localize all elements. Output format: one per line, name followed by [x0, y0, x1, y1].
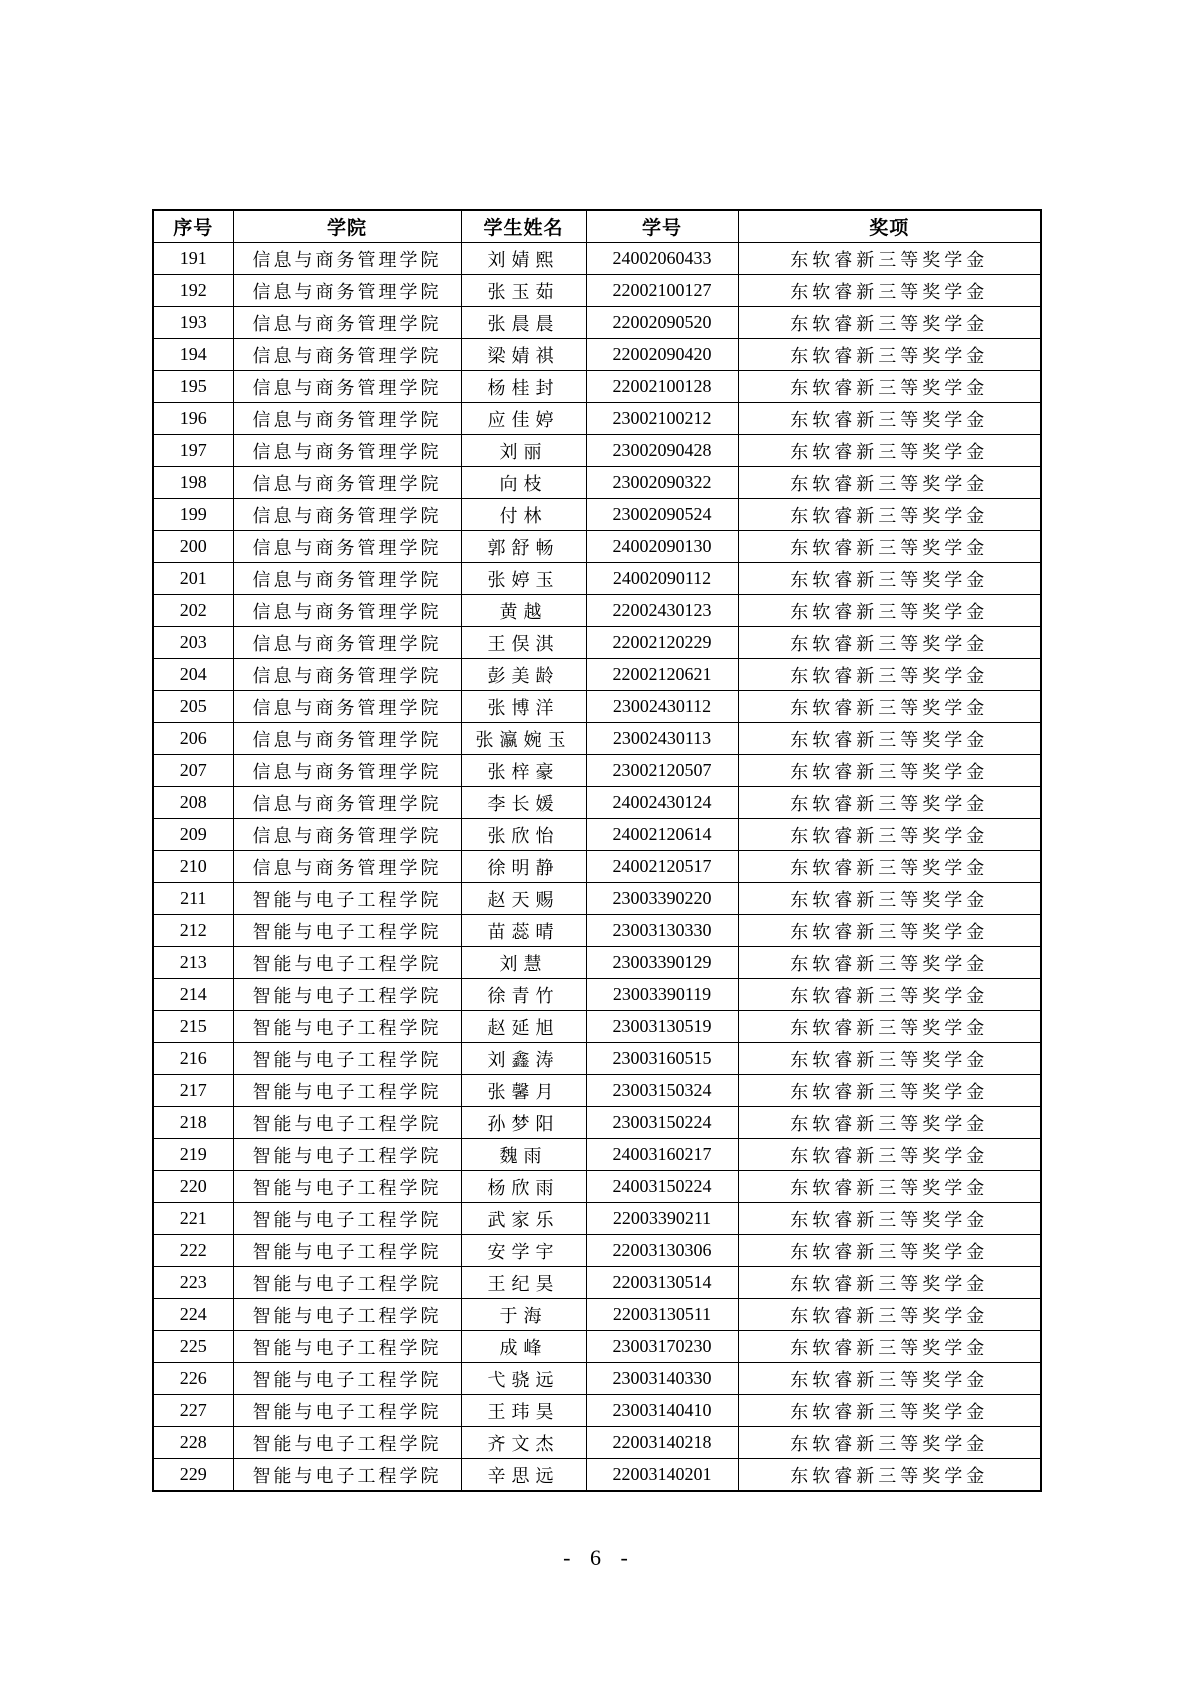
cell-student-id: 24002430124	[586, 787, 738, 819]
cell-student-id: 23003150324	[586, 1075, 738, 1107]
cell-no: 195	[153, 371, 233, 403]
cell-award: 东软睿新三等奖学金	[738, 1235, 1041, 1267]
cell-name: 孙梦阳	[461, 1107, 586, 1139]
cell-no: 219	[153, 1139, 233, 1171]
cell-award: 东软睿新三等奖学金	[738, 819, 1041, 851]
cell-student-id: 22002100127	[586, 275, 738, 307]
cell-student-id: 22003140201	[586, 1459, 738, 1492]
cell-college: 信息与商务管理学院	[233, 339, 461, 371]
table-row	[153, 1075, 1041, 1107]
cell-college: 信息与商务管理学院	[233, 691, 461, 723]
cell-student-id: 23003140410	[586, 1395, 738, 1427]
cell-award: 东软睿新三等奖学金	[738, 1075, 1041, 1107]
cell-award: 东软睿新三等奖学金	[738, 691, 1041, 723]
table-row	[153, 1299, 1041, 1331]
cell-student-id: 22002100128	[586, 371, 738, 403]
cell-award: 东软睿新三等奖学金	[738, 1171, 1041, 1203]
cell-college: 智能与电子工程学院	[233, 1011, 461, 1043]
cell-student-id: 23003390129	[586, 947, 738, 979]
cell-no: 203	[153, 627, 233, 659]
cell-no: 217	[153, 1075, 233, 1107]
cell-college: 信息与商务管理学院	[233, 499, 461, 531]
table-row	[153, 371, 1041, 403]
cell-award: 东软睿新三等奖学金	[738, 1395, 1041, 1427]
cell-college: 智能与电子工程学院	[233, 947, 461, 979]
cell-college: 信息与商务管理学院	[233, 659, 461, 691]
cell-college: 智能与电子工程学院	[233, 1459, 461, 1492]
cell-student-id: 24002090130	[586, 531, 738, 563]
cell-college: 信息与商务管理学院	[233, 275, 461, 307]
cell-award: 东软睿新三等奖学金	[738, 467, 1041, 499]
table-row	[153, 851, 1041, 883]
cell-name: 王俣淇	[461, 627, 586, 659]
cell-student-id: 22003140218	[586, 1427, 738, 1459]
cell-student-id: 23002090524	[586, 499, 738, 531]
table-row	[153, 1267, 1041, 1299]
table-row	[153, 1011, 1041, 1043]
cell-name: 王玮昊	[461, 1395, 586, 1427]
cell-college: 智能与电子工程学院	[233, 1363, 461, 1395]
cell-student-id: 22002090420	[586, 339, 738, 371]
cell-no: 214	[153, 979, 233, 1011]
cell-name: 张欣怡	[461, 819, 586, 851]
cell-student-id: 23003170230	[586, 1331, 738, 1363]
table-row	[153, 595, 1041, 627]
cell-college: 智能与电子工程学院	[233, 1075, 461, 1107]
table-row	[153, 243, 1041, 275]
cell-award: 东软睿新三等奖学金	[738, 1331, 1041, 1363]
table-row	[153, 819, 1041, 851]
cell-name: 张婷玉	[461, 563, 586, 595]
cell-name: 刘鑫涛	[461, 1043, 586, 1075]
cell-name: 张晨晨	[461, 307, 586, 339]
cell-award: 东软睿新三等奖学金	[738, 403, 1041, 435]
cell-award: 东软睿新三等奖学金	[738, 1203, 1041, 1235]
table-row	[153, 531, 1041, 563]
cell-award: 东软睿新三等奖学金	[738, 371, 1041, 403]
table-row	[153, 1203, 1041, 1235]
cell-college: 信息与商务管理学院	[233, 787, 461, 819]
cell-no: 193	[153, 307, 233, 339]
cell-college: 信息与商务管理学院	[233, 627, 461, 659]
cell-college: 信息与商务管理学院	[233, 435, 461, 467]
cell-no: 205	[153, 691, 233, 723]
table-row	[153, 979, 1041, 1011]
cell-college: 智能与电子工程学院	[233, 1267, 461, 1299]
cell-college: 信息与商务管理学院	[233, 563, 461, 595]
cell-college: 智能与电子工程学院	[233, 1395, 461, 1427]
cell-name: 苗蕊晴	[461, 915, 586, 947]
cell-name: 魏雨	[461, 1139, 586, 1171]
cell-award: 东软睿新三等奖学金	[738, 307, 1041, 339]
table-row	[153, 1459, 1041, 1492]
table-body	[153, 243, 1041, 1492]
cell-award: 东软睿新三等奖学金	[738, 979, 1041, 1011]
cell-student-id: 23003130519	[586, 1011, 738, 1043]
cell-name: 弋骁远	[461, 1363, 586, 1395]
cell-no: 192	[153, 275, 233, 307]
cell-student-id: 22002430123	[586, 595, 738, 627]
table-row	[153, 1395, 1041, 1427]
table-row	[153, 755, 1041, 787]
cell-student-id: 22003130511	[586, 1299, 738, 1331]
cell-award: 东软睿新三等奖学金	[738, 627, 1041, 659]
cell-no: 228	[153, 1427, 233, 1459]
cell-college: 智能与电子工程学院	[233, 1107, 461, 1139]
table-row	[153, 339, 1041, 371]
cell-college: 信息与商务管理学院	[233, 755, 461, 787]
cell-no: 212	[153, 915, 233, 947]
table-row	[153, 1171, 1041, 1203]
cell-name: 应佳婷	[461, 403, 586, 435]
cell-no: 226	[153, 1363, 233, 1395]
cell-no: 197	[153, 435, 233, 467]
cell-student-id: 24003160217	[586, 1139, 738, 1171]
cell-college: 智能与电子工程学院	[233, 1171, 461, 1203]
column-header-no: 序号	[153, 210, 233, 243]
cell-name: 安学宇	[461, 1235, 586, 1267]
cell-name: 武家乐	[461, 1203, 586, 1235]
cell-no: 210	[153, 851, 233, 883]
cell-name: 李长媛	[461, 787, 586, 819]
cell-award: 东软睿新三等奖学金	[738, 275, 1041, 307]
cell-award: 东软睿新三等奖学金	[738, 435, 1041, 467]
cell-college: 智能与电子工程学院	[233, 1203, 461, 1235]
cell-student-id: 23003130330	[586, 915, 738, 947]
column-header-student-id: 学号	[586, 210, 738, 243]
cell-student-id: 23003150224	[586, 1107, 738, 1139]
cell-student-id: 23002090428	[586, 435, 738, 467]
cell-no: 200	[153, 531, 233, 563]
cell-college: 智能与电子工程学院	[233, 1139, 461, 1171]
cell-no: 199	[153, 499, 233, 531]
table-row	[153, 1043, 1041, 1075]
cell-award: 东软睿新三等奖学金	[738, 659, 1041, 691]
cell-no: 225	[153, 1331, 233, 1363]
cell-student-id: 23002430113	[586, 723, 738, 755]
table-row	[153, 1139, 1041, 1171]
cell-name: 刘婧熙	[461, 243, 586, 275]
cell-student-id: 23003140330	[586, 1363, 738, 1395]
cell-name: 杨桂封	[461, 371, 586, 403]
cell-college: 信息与商务管理学院	[233, 595, 461, 627]
cell-award: 东软睿新三等奖学金	[738, 723, 1041, 755]
table-row	[153, 499, 1041, 531]
table-row	[153, 275, 1041, 307]
cell-no: 216	[153, 1043, 233, 1075]
table-row	[153, 1363, 1041, 1395]
table-row	[153, 1331, 1041, 1363]
cell-student-id: 23002090322	[586, 467, 738, 499]
table-row	[153, 915, 1041, 947]
cell-award: 东软睿新三等奖学金	[738, 1043, 1041, 1075]
cell-name: 彭美龄	[461, 659, 586, 691]
cell-name: 张瀛婉玉	[461, 723, 586, 755]
table-row	[153, 723, 1041, 755]
cell-college: 信息与商务管理学院	[233, 723, 461, 755]
cell-award: 东软睿新三等奖学金	[738, 563, 1041, 595]
column-header-award: 奖项	[738, 210, 1041, 243]
table-row	[153, 787, 1041, 819]
cell-student-id: 23002100212	[586, 403, 738, 435]
cell-student-id: 24002060433	[586, 243, 738, 275]
table-row	[153, 1235, 1041, 1267]
cell-no: 227	[153, 1395, 233, 1427]
cell-student-id: 23003390220	[586, 883, 738, 915]
cell-college: 智能与电子工程学院	[233, 1331, 461, 1363]
cell-no: 207	[153, 755, 233, 787]
cell-award: 东软睿新三等奖学金	[738, 1299, 1041, 1331]
cell-college: 信息与商务管理学院	[233, 467, 461, 499]
table-row	[153, 1107, 1041, 1139]
cell-student-id: 24002090112	[586, 563, 738, 595]
cell-no: 218	[153, 1107, 233, 1139]
cell-award: 东软睿新三等奖学金	[738, 499, 1041, 531]
cell-name: 刘慧	[461, 947, 586, 979]
cell-name: 刘丽	[461, 435, 586, 467]
cell-college: 智能与电子工程学院	[233, 883, 461, 915]
cell-award: 东软睿新三等奖学金	[738, 787, 1041, 819]
cell-name: 赵延旭	[461, 1011, 586, 1043]
cell-no: 198	[153, 467, 233, 499]
cell-name: 梁婧祺	[461, 339, 586, 371]
cell-college: 智能与电子工程学院	[233, 979, 461, 1011]
cell-award: 东软睿新三等奖学金	[738, 1139, 1041, 1171]
cell-student-id: 24002120614	[586, 819, 738, 851]
cell-name: 成峰	[461, 1331, 586, 1363]
table-row	[153, 883, 1041, 915]
cell-no: 196	[153, 403, 233, 435]
cell-name: 杨欣雨	[461, 1171, 586, 1203]
cell-award: 东软睿新三等奖学金	[738, 947, 1041, 979]
cell-college: 信息与商务管理学院	[233, 531, 461, 563]
cell-no: 222	[153, 1235, 233, 1267]
cell-name: 黄越	[461, 595, 586, 627]
page-number: - 6 -	[563, 1545, 628, 1570]
cell-award: 东软睿新三等奖学金	[738, 1107, 1041, 1139]
cell-award: 东软睿新三等奖学金	[738, 755, 1041, 787]
cell-name: 张馨月	[461, 1075, 586, 1107]
cell-no: 224	[153, 1299, 233, 1331]
cell-student-id: 22002090520	[586, 307, 738, 339]
cell-name: 郭舒畅	[461, 531, 586, 563]
column-header-name: 学生姓名	[461, 210, 586, 243]
cell-award: 东软睿新三等奖学金	[738, 531, 1041, 563]
cell-student-id: 22002120229	[586, 627, 738, 659]
cell-college: 信息与商务管理学院	[233, 403, 461, 435]
cell-college: 智能与电子工程学院	[233, 1235, 461, 1267]
cell-student-id: 23003390119	[586, 979, 738, 1011]
cell-no: 211	[153, 883, 233, 915]
table-row	[153, 307, 1041, 339]
scholarship-table	[152, 209, 1042, 1492]
cell-no: 221	[153, 1203, 233, 1235]
table-header-row	[153, 210, 1041, 243]
table-row	[153, 627, 1041, 659]
cell-no: 223	[153, 1267, 233, 1299]
cell-no: 229	[153, 1459, 233, 1492]
cell-no: 194	[153, 339, 233, 371]
cell-name: 赵天赐	[461, 883, 586, 915]
cell-award: 东软睿新三等奖学金	[738, 339, 1041, 371]
cell-name: 张梓豪	[461, 755, 586, 787]
cell-college: 智能与电子工程学院	[233, 1043, 461, 1075]
cell-college: 智能与电子工程学院	[233, 1299, 461, 1331]
cell-college: 信息与商务管理学院	[233, 371, 461, 403]
cell-student-id: 22003130514	[586, 1267, 738, 1299]
cell-award: 东软睿新三等奖学金	[738, 1011, 1041, 1043]
cell-no: 201	[153, 563, 233, 595]
cell-name: 张玉茹	[461, 275, 586, 307]
cell-award: 东软睿新三等奖学金	[738, 1427, 1041, 1459]
cell-name: 徐明静	[461, 851, 586, 883]
cell-student-id: 22002120621	[586, 659, 738, 691]
cell-award: 东软睿新三等奖学金	[738, 851, 1041, 883]
table-row	[153, 563, 1041, 595]
cell-no: 209	[153, 819, 233, 851]
cell-name: 徐青竹	[461, 979, 586, 1011]
cell-college: 信息与商务管理学院	[233, 851, 461, 883]
table-row	[153, 691, 1041, 723]
cell-student-id: 22003390211	[586, 1203, 738, 1235]
cell-student-id: 23002430112	[586, 691, 738, 723]
cell-no: 202	[153, 595, 233, 627]
cell-college: 智能与电子工程学院	[233, 1427, 461, 1459]
cell-name: 齐文杰	[461, 1427, 586, 1459]
cell-no: 220	[153, 1171, 233, 1203]
cell-no: 208	[153, 787, 233, 819]
cell-award: 东软睿新三等奖学金	[738, 1459, 1041, 1492]
cell-no: 215	[153, 1011, 233, 1043]
table-row	[153, 467, 1041, 499]
cell-college: 智能与电子工程学院	[233, 915, 461, 947]
cell-college: 信息与商务管理学院	[233, 243, 461, 275]
table-row	[153, 947, 1041, 979]
cell-college: 信息与商务管理学院	[233, 819, 461, 851]
table-row	[153, 659, 1041, 691]
column-header-college: 学院	[233, 210, 461, 243]
cell-award: 东软睿新三等奖学金	[738, 1363, 1041, 1395]
cell-name: 辛思远	[461, 1459, 586, 1492]
cell-no: 204	[153, 659, 233, 691]
cell-name: 张博洋	[461, 691, 586, 723]
cell-name: 王纪昊	[461, 1267, 586, 1299]
cell-name: 付林	[461, 499, 586, 531]
table-row	[153, 1427, 1041, 1459]
cell-no: 206	[153, 723, 233, 755]
cell-student-id: 23003160515	[586, 1043, 738, 1075]
cell-award: 东软睿新三等奖学金	[738, 883, 1041, 915]
cell-name: 于海	[461, 1299, 586, 1331]
cell-college: 信息与商务管理学院	[233, 307, 461, 339]
table-row	[153, 435, 1041, 467]
cell-student-id: 22003130306	[586, 1235, 738, 1267]
cell-award: 东软睿新三等奖学金	[738, 243, 1041, 275]
cell-student-id: 24003150224	[586, 1171, 738, 1203]
cell-student-id: 24002120517	[586, 851, 738, 883]
cell-no: 191	[153, 243, 233, 275]
cell-award: 东软睿新三等奖学金	[738, 595, 1041, 627]
table-row	[153, 403, 1041, 435]
cell-no: 213	[153, 947, 233, 979]
cell-name: 向枝	[461, 467, 586, 499]
cell-award: 东软睿新三等奖学金	[738, 915, 1041, 947]
cell-award: 东软睿新三等奖学金	[738, 1267, 1041, 1299]
cell-student-id: 23002120507	[586, 755, 738, 787]
